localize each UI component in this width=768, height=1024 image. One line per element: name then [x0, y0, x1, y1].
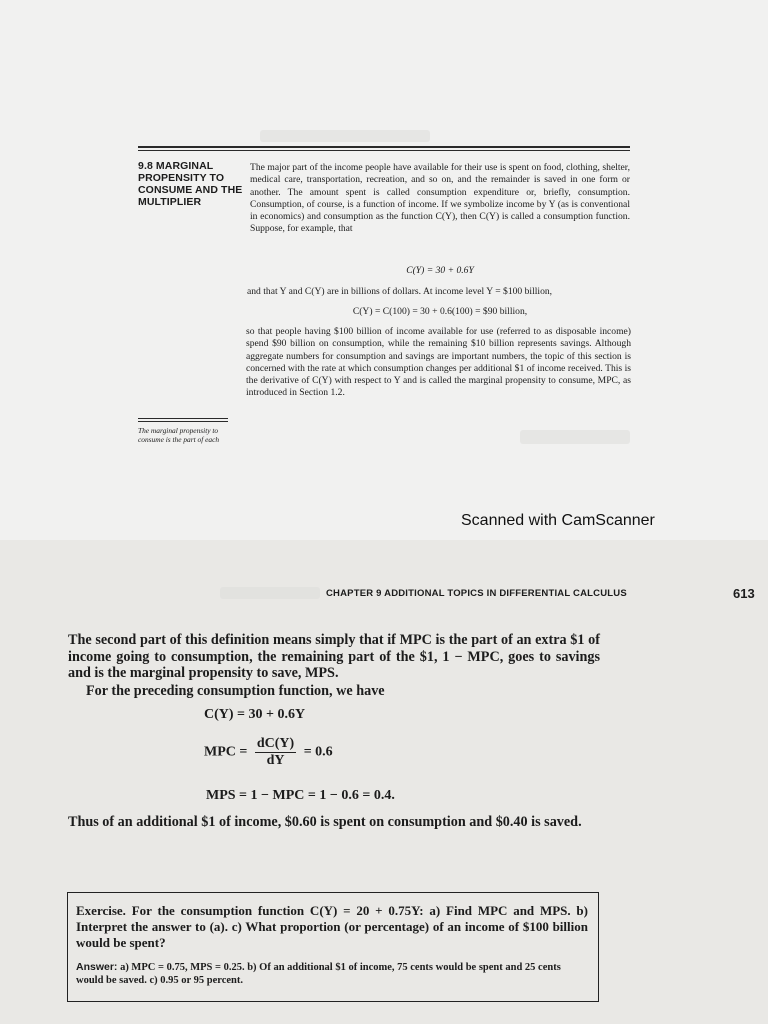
section-heading-line: PROPENSITY TO — [138, 172, 225, 184]
consumption-function-equation: C(Y) = 30 + 0.6Y — [204, 707, 306, 722]
answer-block — [76, 961, 588, 987]
page-number: 613 — [733, 586, 755, 601]
margin-note-rule — [138, 418, 228, 419]
margin-note-line: The marginal propensity to — [138, 426, 219, 435]
bottom-scanned-page — [0, 540, 768, 1024]
fraction-denominator: dY — [266, 753, 285, 768]
conclusion-paragraph: Thus of an additional $1 of income, $0.60 is spent on consumption and $0.40 is saved. — [68, 814, 582, 830]
mpc-rhs: = 0.6 — [303, 744, 333, 760]
consumption-equation: C(Y) = 30 + 0.6Y — [406, 265, 474, 276]
units-paragraph: and that Y and C(Y) are in billions of dollars. At income level Y = $100 billion, — [247, 286, 553, 297]
mpc-equation — [204, 736, 333, 769]
margin-note-line: consume is the part of each — [138, 435, 220, 444]
section-heading-line: CONSUME AND THE — [138, 184, 243, 196]
explanation-paragraph: so that people having $100 billion of income available for use (referred to as disposable income) spend $90 billion on consumption, while the remaining $10 billion represents savings. Although aggregate numbers for consumption and savings are important numbers, the topic of this section is concerned with the rate at which consumption changes per additional $1 of income received. This is the derivative of C(Y) with respect to Y and is called the marginal propensity to consume, MPC, as introduced in Section 1.2. — [246, 326, 631, 399]
exercise-box — [67, 892, 599, 1002]
scanner-watermark-label: Scanned with CamScanner — [461, 512, 655, 529]
section-heading-line: MULTIPLIER — [138, 196, 202, 208]
evaluation-equation: C(Y) = C(100) = 30 + 0.6(100) = $90 billion, — [352, 306, 528, 317]
chapter-running-header: CHAPTER 9 ADDITIONAL TOPICS IN DIFFERENTIAL CALCULUS — [326, 588, 627, 599]
answer-label: Answer: — [76, 961, 118, 973]
section-heading — [138, 160, 248, 208]
mps-equation: MPS = 1 − MPC = 1 − 0.6 = 0.4. — [206, 788, 395, 803]
fraction-numerator: dC(Y) — [256, 736, 295, 751]
preceding-function-line: For the preceding consumption function, we have — [86, 683, 385, 699]
margin-note-rule-thin — [138, 421, 228, 422]
bleed-through-smudge — [520, 430, 630, 444]
definition-paragraph: The second part of this definition means simply that if MPC is the part of an extra $1 of income going to consumption, the remaining part of the $1, 1 − MPC, goes to savings and is the marginal propensity to save, MPS. — [68, 632, 600, 682]
bleed-through-smudge — [260, 130, 430, 142]
section-heading-line: 9.8 MARGINAL — [138, 160, 214, 172]
section-top-rule-thin — [138, 150, 630, 151]
exercise-text: Exercise. For the consumption function C(Y) = 20 + 0.75Y: a) Find MPC and MPS. b) Interpret the answer to (a). c) What proportion (or percentage) of an income of $100 billion would be spent? — [76, 903, 588, 950]
bleed-through-smudge — [220, 587, 320, 599]
section-top-rule — [138, 146, 630, 148]
margin-note — [138, 426, 248, 444]
derivative-fraction — [255, 736, 296, 769]
intro-paragraph: The major part of the income people have available for their use is spent on food, clothing, shelter, medical care, transportation, recreation, and so on, and the remainder is saved in one form or another. The amount spent is called consumption expenditure or, briefly, consumption. Consumption, of course, is a function of income. If we symbolize income by Y (as is conventional in economics) and consumption as the function C(Y), then C(Y) is called a consumption function. Suppose, for example, that — [250, 162, 630, 235]
answer-text: a) MPC = 0.75, MPS = 0.25. b) Of an additional $1 of income, 75 cents would be spent and 25 cents would be saved. c) 0.95 or 95 percent. — [76, 962, 561, 986]
mpc-lhs: MPC = — [204, 744, 248, 760]
